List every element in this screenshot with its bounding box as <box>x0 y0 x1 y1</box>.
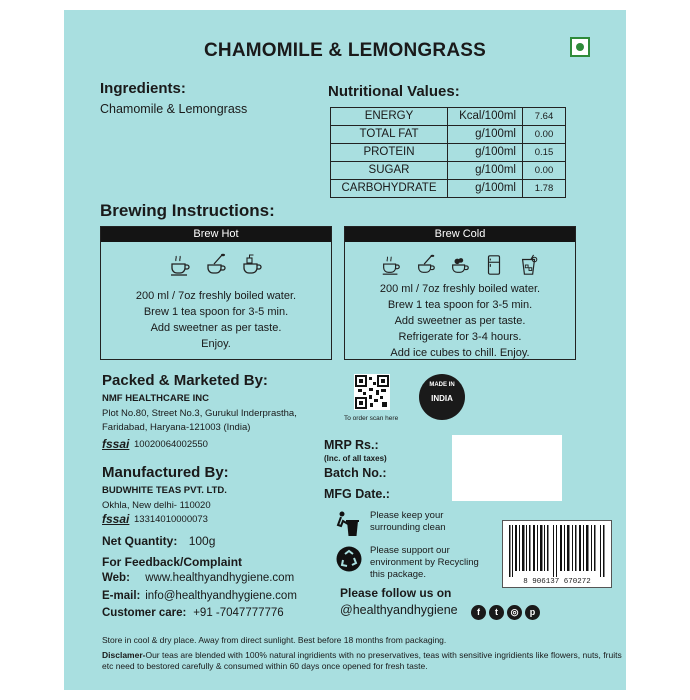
refrigerator-icon <box>483 253 505 277</box>
nutrition-table <box>330 107 566 198</box>
clean-message <box>370 510 446 534</box>
recycle-message-line: environment by Recycling <box>370 557 479 568</box>
trash-bin-icon <box>336 510 360 543</box>
ingredients-text: Chamomile & Lemongrass <box>100 102 248 116</box>
recycle-message-line: Please support our <box>370 545 450 556</box>
nutrient-name: SUGAR <box>331 162 448 180</box>
customer-care-label: Customer care: <box>102 607 187 619</box>
nutrient-unit: g/100ml <box>448 180 523 198</box>
manufactured-fssai-number: 13314010000073 <box>134 514 208 525</box>
email-line <box>102 590 297 602</box>
product-label <box>64 10 626 690</box>
step-text: Brew 1 tea spoon for 3-5 min. <box>387 299 533 311</box>
brewing-heading: Brewing Instructions: <box>100 201 275 220</box>
tea-leaf-cup-icon <box>449 253 471 277</box>
nutrient-unit: Kcal/100ml <box>448 108 523 126</box>
recycle-message-line: this package. <box>370 569 426 580</box>
step-text: Refrigerate for 3-4 hours. <box>398 331 522 343</box>
manufactured-heading: Manufactured By: <box>102 464 229 481</box>
nutrient-name: TOTAL FAT <box>331 126 448 144</box>
table-row <box>331 180 566 198</box>
ingredients-heading: Ingredients: <box>100 80 186 97</box>
nutrient-name: CARBOHYDRATE <box>331 180 448 198</box>
nutrient-value: 0.15 <box>523 144 566 162</box>
step-text: 200 ml / 7oz freshly boiled water. <box>379 283 541 295</box>
tea-spoon-icon <box>415 253 437 277</box>
brew-hot-icons <box>101 253 331 279</box>
qr-code-icon[interactable] <box>354 374 390 415</box>
barcode-number: 8 906137 670272 <box>523 578 591 586</box>
veg-mark-icon <box>570 37 590 57</box>
mrp-batch-blank-box <box>452 435 562 501</box>
brew-cold-steps <box>345 281 575 361</box>
badge-top-text: MADE IN <box>429 382 455 388</box>
follow-label: Please follow us on <box>340 586 452 600</box>
recycle-icon <box>336 546 362 577</box>
nutrient-name: ENERGY <box>331 108 448 126</box>
tea-spoon-icon <box>204 253 228 277</box>
twitter-icon[interactable]: t <box>489 605 504 620</box>
brew-cold-title: Brew Cold <box>345 227 575 242</box>
step-text: Add ice cubes to chill. Enjoy. <box>390 347 530 359</box>
step-text: Add sweetner as per taste. <box>394 315 526 327</box>
step-text: 200 ml / 7oz freshly boiled water. <box>135 290 297 302</box>
nutrient-value: 1.78 <box>523 180 566 198</box>
brew-hot-steps <box>101 288 331 352</box>
table-row <box>331 108 566 126</box>
email-label: E-mail: <box>102 590 141 602</box>
nutrient-name: PROTEIN <box>331 144 448 162</box>
tea-cup-icon <box>168 253 192 277</box>
packed-address-line1: Plot No.80, Street No.3, Gurukul Inderprastha, <box>102 408 297 419</box>
brew-hot-title: Brew Hot <box>101 227 331 242</box>
pinterest-icon[interactable]: p <box>525 605 540 620</box>
qr-caption: To order scan here <box>344 415 399 422</box>
email-link[interactable]: info@healthyandhygiene.com <box>145 590 297 602</box>
packed-address-line2: Faridabad, Haryana-121003 (India) <box>102 422 251 433</box>
step-text: Add sweetner as per taste. <box>150 322 282 334</box>
disclaimer-text: Our teas are blended with 100% natural ingridients with no preservatives, teas with sensitive ingridients like flowers, nuts, fruits etc need to bestored carefully & consumed within 60 days once opened for fresh taste. <box>102 650 622 671</box>
packed-company: NMF HEALTHCARE INC <box>102 393 209 404</box>
mrp-note: (Inc. of all taxes) <box>324 454 387 463</box>
brew-cold-box <box>344 226 576 360</box>
barcode <box>502 520 612 588</box>
brew-cold-icons <box>345 253 575 279</box>
social-icons <box>468 602 540 620</box>
net-quantity-value: 100g <box>188 534 216 548</box>
tea-cup-icon <box>380 253 402 277</box>
fssai-logo: fssai <box>102 512 130 526</box>
barcode-bars-icon <box>505 525 609 577</box>
web-label: Web: <box>102 572 130 584</box>
social-handle[interactable]: @healthyandhygiene <box>340 603 458 617</box>
table-row <box>331 162 566 180</box>
nutrition-heading: Nutritional Values: <box>328 83 460 100</box>
feedback-heading: For Feedback/Complaint <box>102 555 243 569</box>
step-text: Enjoy. <box>201 338 231 350</box>
product-title: CHAMOMILE & LEMONGRASS <box>203 40 486 61</box>
iced-drink-icon <box>518 253 540 277</box>
step-text: Brew 1 tea spoon for 3-5 min. <box>143 306 289 318</box>
net-quantity <box>102 534 215 548</box>
tea-bag-icon <box>240 253 264 277</box>
nutrient-value: 7.64 <box>523 108 566 126</box>
instagram-icon[interactable]: ◎ <box>507 605 522 620</box>
recycle-message <box>370 545 479 581</box>
manufactured-company: BUDWHITE TEAS PVT. LTD. <box>102 485 227 496</box>
made-in-india-badge <box>419 374 465 420</box>
packed-fssai-number: 10020064002550 <box>134 439 208 450</box>
packed-heading: Packed & Marketed By: <box>102 372 268 389</box>
batch-label: Batch No.: <box>324 466 387 480</box>
nutrient-value: 0.00 <box>523 162 566 180</box>
clean-message-line: surrounding clean <box>370 522 446 533</box>
fssai-logo: fssai <box>102 437 130 451</box>
mrp-label: MRP Rs.: <box>324 438 379 452</box>
mfg-label: MFG Date.: <box>324 487 390 501</box>
nutrient-unit: g/100ml <box>448 162 523 180</box>
clean-message-line: Please keep your <box>370 510 444 521</box>
customer-care-phone[interactable]: +91 -7047777776 <box>193 607 284 619</box>
web-link[interactable]: www.healthyandhygiene.com <box>145 572 295 584</box>
manufactured-address: Okhla, New delhi- 110020 <box>102 500 211 511</box>
brew-hot-box <box>100 226 332 360</box>
badge-bottom-text: INDIA <box>431 394 453 403</box>
disclaimer-label: Disclamer- <box>102 650 146 660</box>
net-quantity-label: Net Quantity: <box>102 534 178 548</box>
table-row <box>331 144 566 162</box>
nutrient-unit: g/100ml <box>448 126 523 144</box>
storage-instructions: Store in cool & dry place. Away from direct sunlight. Best before 18 months from packaging. <box>102 635 447 645</box>
table-row <box>331 126 566 144</box>
nutrient-value: 0.00 <box>523 126 566 144</box>
web-line <box>102 572 294 584</box>
disclaimer <box>102 650 622 672</box>
facebook-icon[interactable]: f <box>471 605 486 620</box>
nutrient-unit: g/100ml <box>448 144 523 162</box>
customer-care-line <box>102 607 284 619</box>
